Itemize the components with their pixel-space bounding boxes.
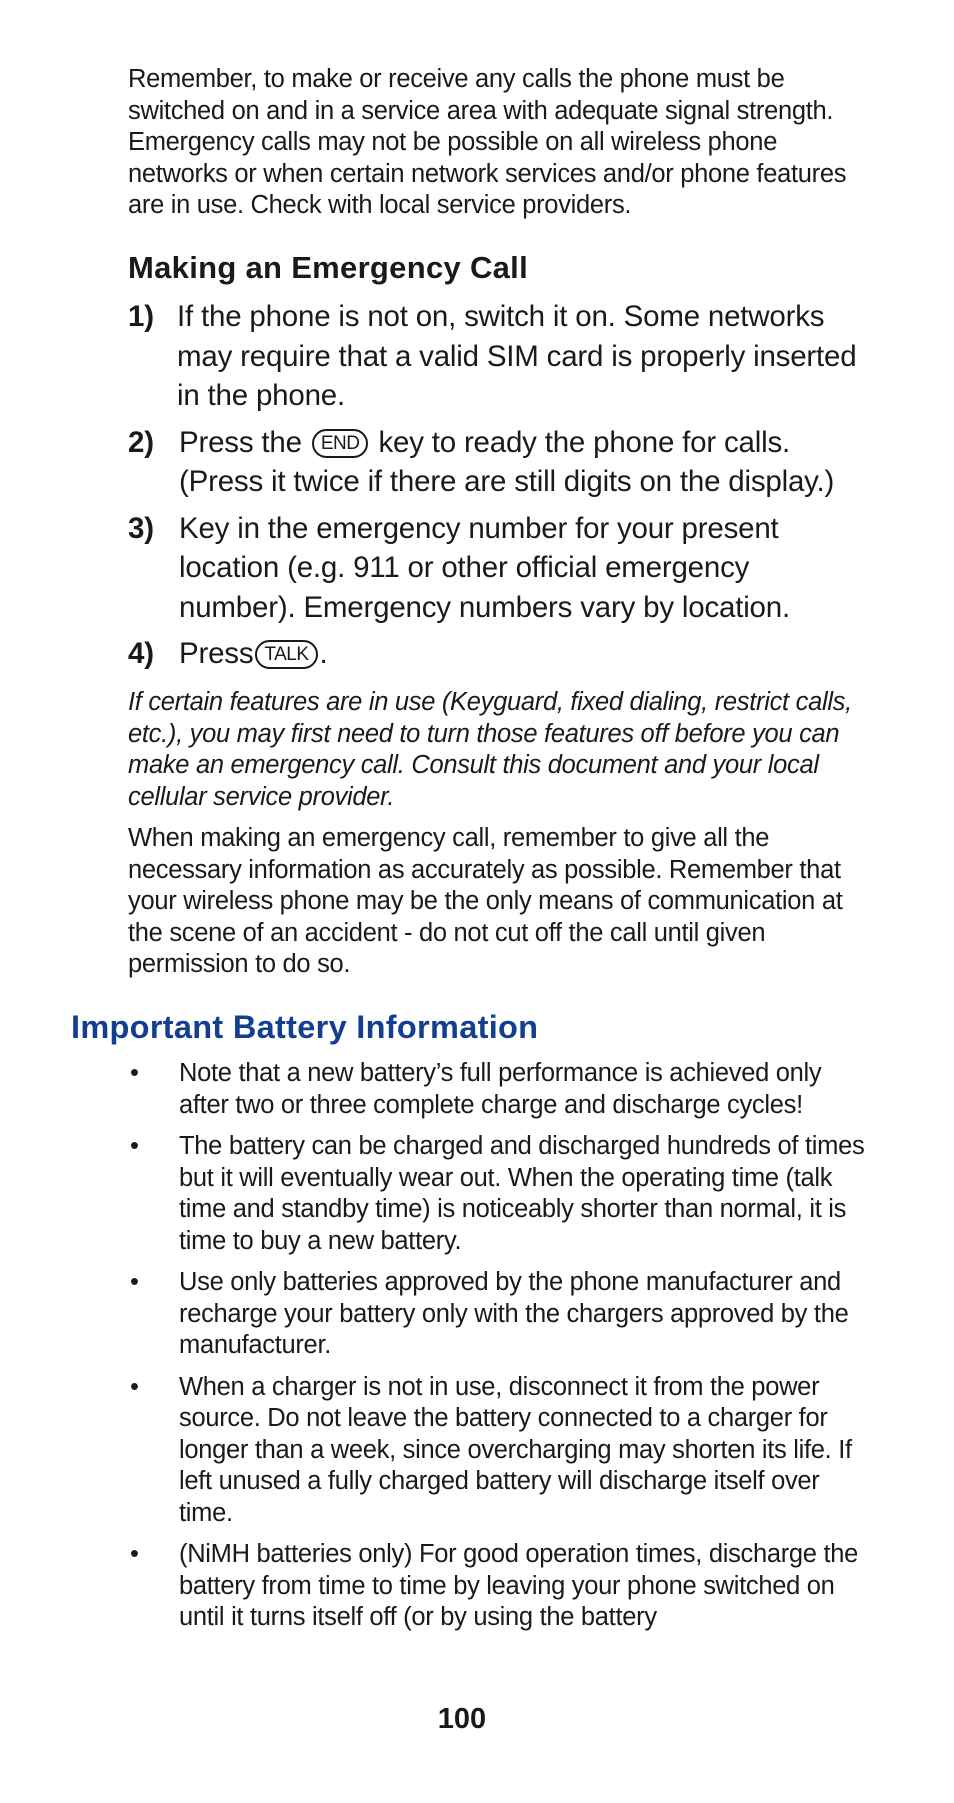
step-4 [128,634,868,674]
page-number: 100 [437,1703,487,1735]
emergency-call-heading: Making an Emergency Call [128,250,528,285]
step-number: 3) [128,511,154,545]
step-1 [128,297,868,416]
step-text-before: Press [179,637,254,670]
list-item-text: Use only batteries approved by the phone manufacturer and recharge your battery only with the chargers approved by the manufacturer. [179,1268,849,1359]
bullet-icon: • [130,1268,139,1296]
step-text-after: . [319,637,328,670]
list-item [128,1131,868,1257]
step-3 [128,509,868,628]
battery-info-heading: Important Battery Information [71,1009,539,1045]
list-item-text: The battery can be charged and discharged hundreds of times but it will eventually wear out. When the operating time (talk time and standby time) is noticeably shorter than normal, it is time to buy a new battery. [179,1132,865,1255]
list-item [128,1539,868,1634]
bullet-icon: • [130,1132,139,1160]
bullet-icon: • [130,1059,139,1087]
intro-paragraph: Remember, to make or receive any calls the phone must be switched on and in a service area with adequate signal strength. Emergency calls may not be possible on all wireless phone networks or when certain network services and/or phone features are in use. Check with local service providers. [128,65,847,219]
end-key-icon: END [312,429,369,458]
bullet-icon: • [130,1372,139,1401]
emergency-advice-paragraph: When making an emergency call, remember to give all the necessary information as accurately as possible. Remember that your wireless phone may be the only means of communication at the scene of an accident - do not cut off the call until given permission to do so. [128,824,843,978]
step-number: 4) [128,637,154,670]
list-item [128,1372,868,1530]
step-text: Key in the emergency number for your present location (e.g. 911 or other official emergency number). Emergency numbers vary by location. [179,511,790,624]
step-number: 1) [128,300,154,333]
bullet-icon: • [130,1540,139,1568]
step-text-before: Press the [179,425,302,459]
list-item-text: When a charger is not in use, disconnect it from the power source. Do not leave the battery connected to a charger for longer than a week, since overcharging may shorten its life. If left unused a fully charged battery will discharge itself over time. [179,1372,852,1527]
list-item-text: Note that a new battery’s full performance is achieved only after two or three complete charge and discharge cycles! [179,1059,822,1119]
step-text: If the phone is not on, switch it on. Some networks may require that a valid SIM card is properly inserted in the phone. [177,300,857,412]
battery-info-list [128,1058,868,1644]
list-item [128,1267,868,1362]
list-item-text: (NiMH batteries only) For good operation times, discharge the battery from time to time by leaving your phone switched on until it turns itself off (or by using the battery [179,1540,859,1631]
talk-key-icon: TALK [255,640,317,669]
list-item [128,1058,868,1121]
emergency-steps-list [128,297,868,681]
step-text-after: key to ready the phone for calls. (Press it twice if there are still digits on the display.) [179,425,835,498]
step-2 [128,423,868,502]
step-number: 2) [128,425,154,459]
feature-note: If certain features are in use (Keyguard, fixed dialing, restrict calls, etc.), you may first need to turn those features off before you can make an emergency call. Consult this document and your local cellular service provider. [128,688,852,811]
